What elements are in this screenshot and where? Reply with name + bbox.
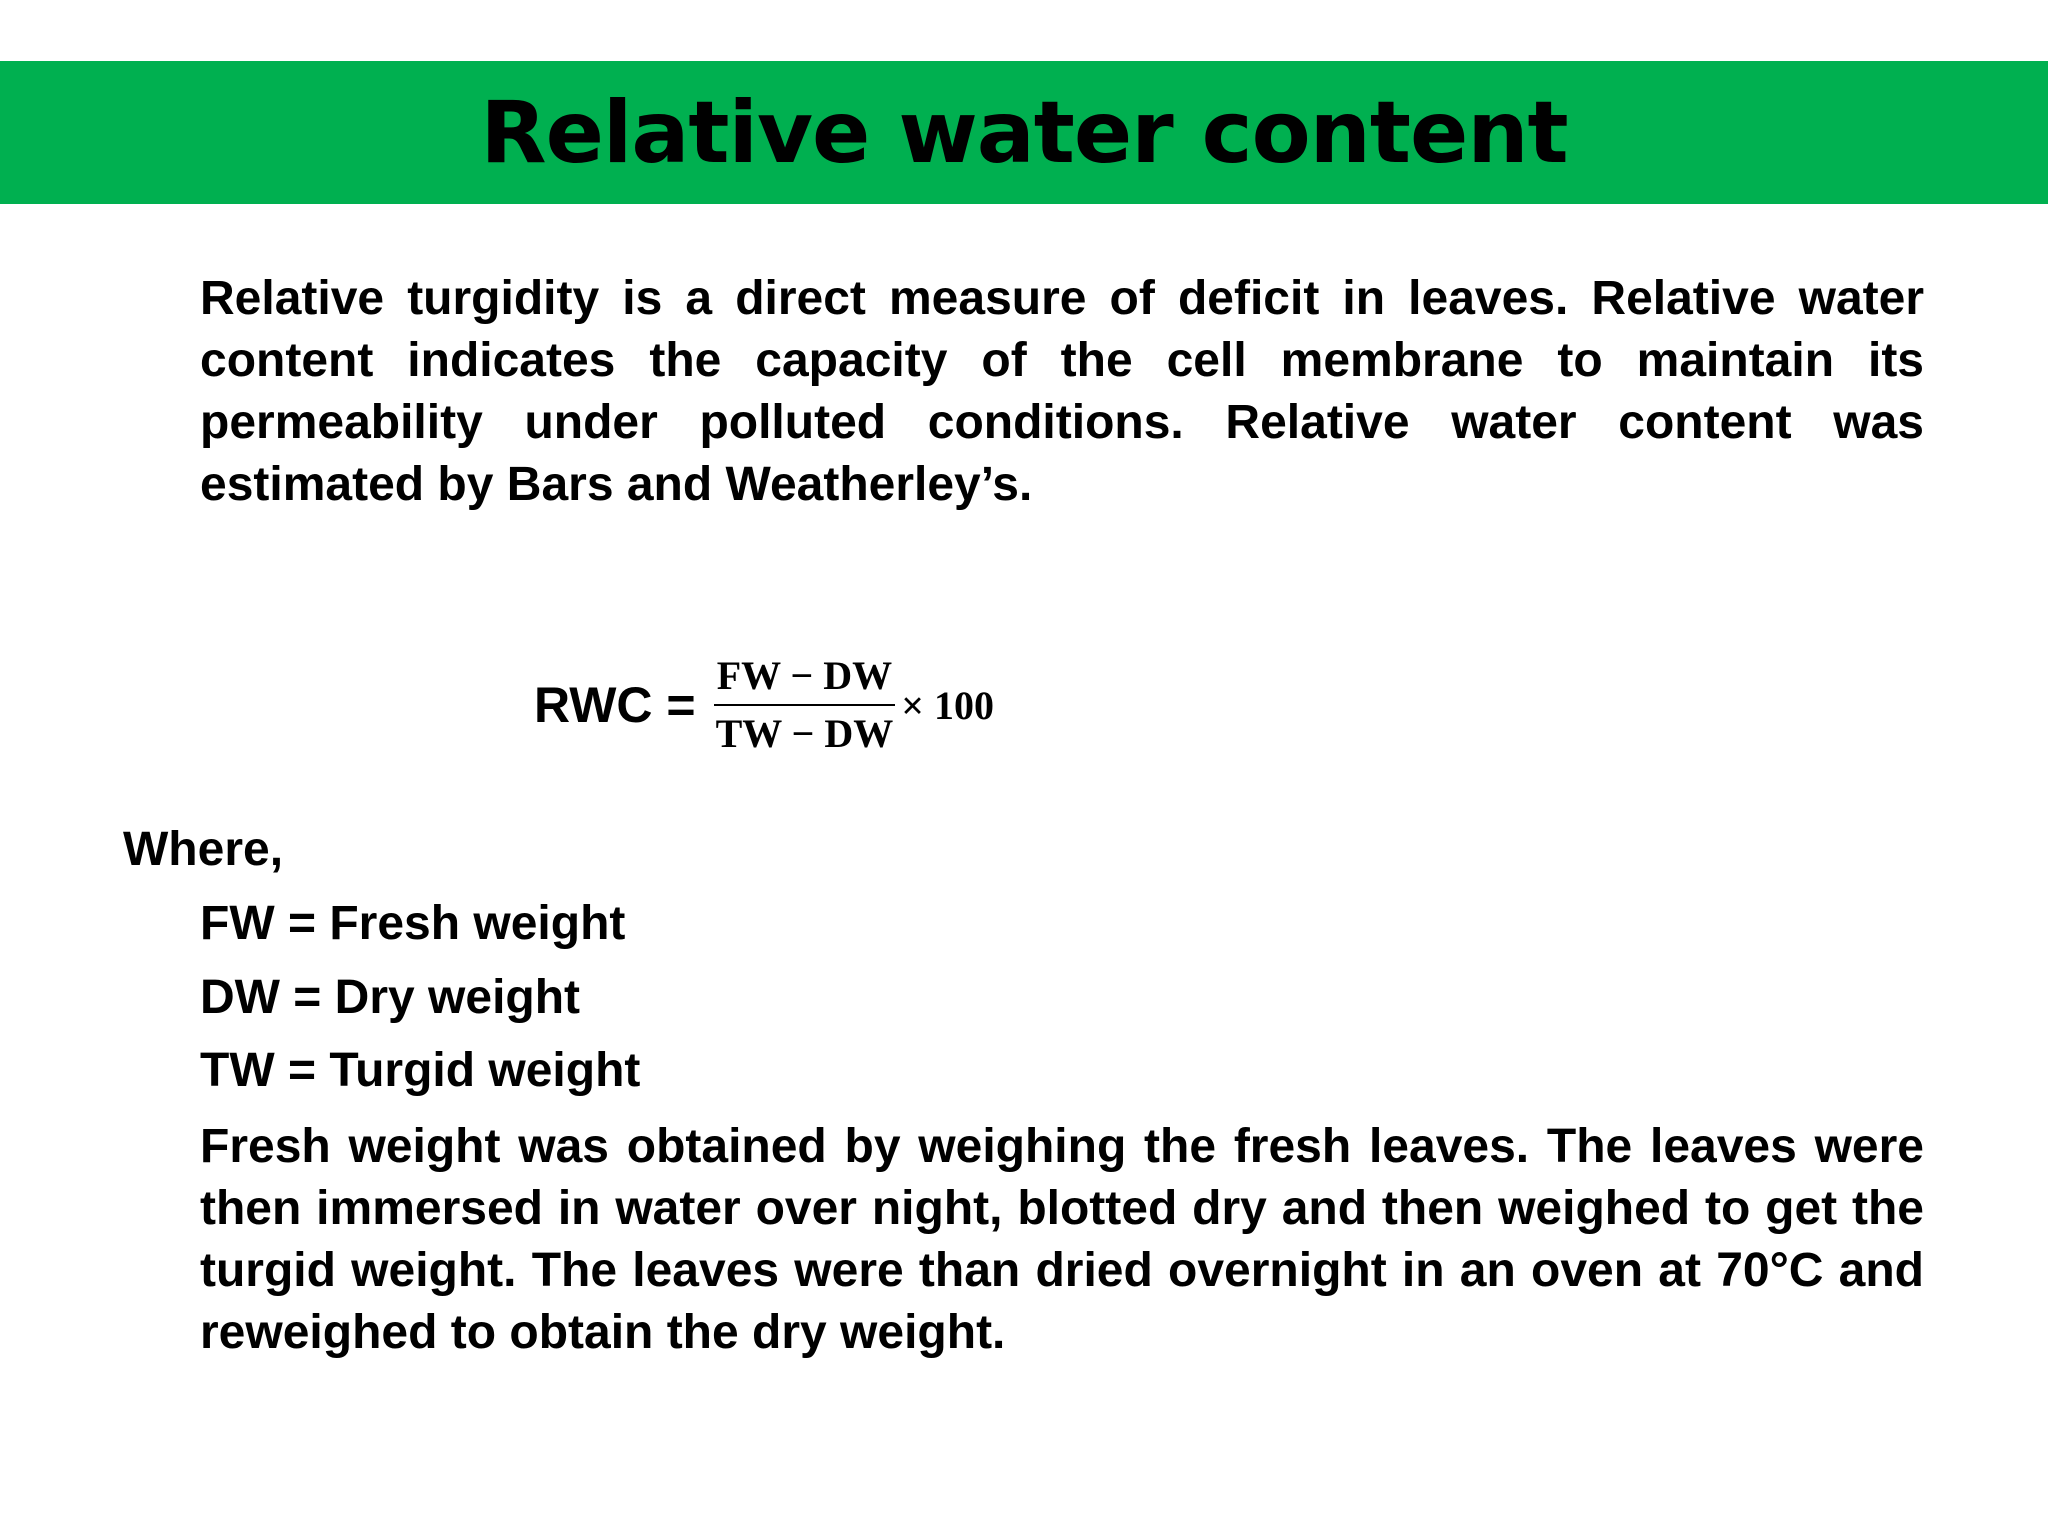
definition-dw: DW = Dry weight <box>200 971 581 1024</box>
where-label: Where, <box>123 823 284 876</box>
formula-denominator: TW − DW <box>715 711 894 756</box>
rwc-formula <box>534 650 994 760</box>
formula-fraction <box>714 652 896 758</box>
intro-paragraph: Relative turgidity is a direct measure of deficit in leaves. Relative water content indicates the capacity of the cell membrane to maintain its permeability under polluted conditions. Relative water content was estimated by Bars and Weatherley’s. <box>200 272 1924 511</box>
method-paragraph: Fresh weight was obtained by weighing the fresh leaves. The leaves were then immersed in water over night, blotted dry and then weighed to get the turgid weight. The leaves were than dried overnight in an oven at 70°C and reweighed to obtain the dry weight. <box>200 1120 1924 1359</box>
formula-label: RWC = <box>534 677 696 733</box>
title-bar <box>0 61 2048 204</box>
definition-fw: FW = Fresh weight <box>200 897 626 950</box>
formula-numerator: FW − DW <box>716 653 893 698</box>
slide-title: Relative water content <box>480 82 1568 183</box>
definition-tw: TW = Turgid weight <box>200 1044 641 1097</box>
formula-multiplier: × 100 <box>901 682 995 728</box>
fraction-bar <box>714 704 896 706</box>
